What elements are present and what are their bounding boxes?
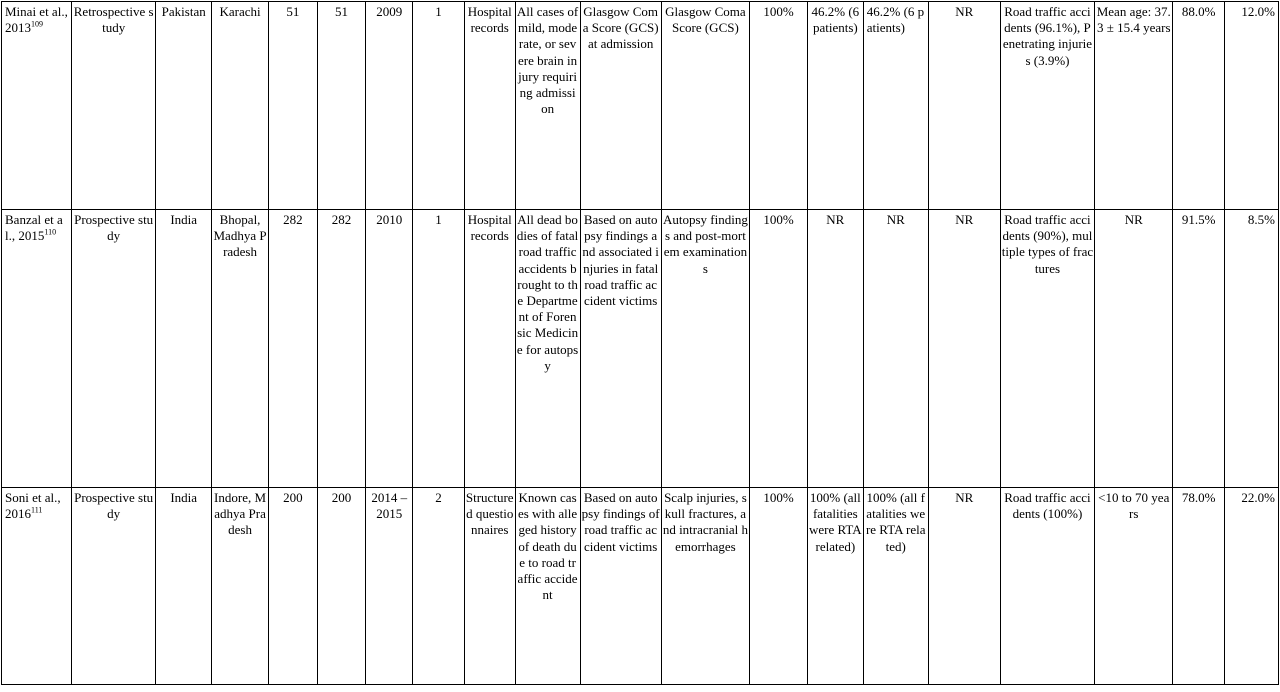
table-row [2, 2, 1279, 210]
assessment-cell: Glasgow Coma Score (GCS) at admission [580, 2, 661, 210]
reference-number: 109 [31, 19, 43, 29]
analyzed-size-cell: 282 [317, 210, 366, 488]
data-source-cell: Hospital records [464, 2, 515, 210]
reference-number: 111 [31, 505, 43, 515]
data-source-cell: Structured questionnaires [464, 488, 515, 685]
sites-cell: 1 [413, 2, 465, 210]
female-percent-cell: 22.0% [1225, 488, 1279, 685]
sample-size-cell: 200 [268, 488, 317, 685]
male-percent-cell: 91.5% [1173, 210, 1225, 488]
value-cell: 46.2% (6 patients) [863, 2, 928, 210]
country-cell: Pakistan [156, 2, 212, 210]
value-cell: NR [863, 210, 928, 488]
author-cell: Soni et al., 2016$^{111}$ [2, 488, 72, 685]
percent-cell: 100% [750, 210, 808, 488]
author-cell: Banzal et al., 2015$^{110}$ [2, 210, 72, 488]
city-cell: Bhopal, Madhya Pradesh [212, 210, 269, 488]
table-row [2, 488, 1279, 685]
sample-size-cell: 51 [268, 2, 317, 210]
city-cell: Karachi [212, 2, 269, 210]
population-cell: All cases of mild, moderate, or severe brain injury requiring admission [515, 2, 580, 210]
mechanism-cell: Road traffic accidents (100%) [1000, 488, 1094, 685]
city-cell: Indore, Madhya Pradesh [212, 488, 269, 685]
percent-cell: 100% [750, 488, 808, 685]
population-cell: Known cases with alleged history of death due to road traffic accident [515, 488, 580, 685]
female-percent-cell: 8.5% [1225, 210, 1279, 488]
table-row [2, 210, 1279, 488]
study-design-cell: Prospective study [72, 210, 156, 488]
measure-cell: Autopsy findings and post-mortem examinations [661, 210, 749, 488]
value-cell: 100% (all fatalities were RTA related) [807, 488, 863, 685]
measure-cell: Scalp injuries, skull fractures, and intracranial hemorrhages [661, 488, 749, 685]
measure-cell: Glasgow Coma Score (GCS) [661, 2, 749, 210]
analyzed-size-cell: 51 [317, 2, 366, 210]
sites-cell: 2 [413, 488, 465, 685]
country-cell: India [156, 210, 212, 488]
sites-cell: 1 [413, 210, 465, 488]
study-table [1, 1, 1279, 685]
sample-size-cell: 282 [268, 210, 317, 488]
value-cell: 100% (all fatalities were RTA related) [863, 488, 928, 685]
value-cell: 46.2% (6 patients) [807, 2, 863, 210]
percent-cell: 100% [750, 2, 808, 210]
study-design-cell: Retrospective study [72, 2, 156, 210]
year-cell: 2010 [366, 210, 413, 488]
mechanism-cell: Road traffic accidents (96.1%), Penetrating injuries (3.9%) [1000, 2, 1094, 210]
analyzed-size-cell: 200 [317, 488, 366, 685]
value-cell: NR [807, 210, 863, 488]
year-cell: 2014 – 2015 [366, 488, 413, 685]
year-cell: 2009 [366, 2, 413, 210]
mechanism-cell: Road traffic accidents (90%), multiple types of fractures [1000, 210, 1094, 488]
country-cell: India [156, 488, 212, 685]
assessment-cell: Based on autopsy findings of road traffic accident victims [580, 488, 661, 685]
male-percent-cell: 88.0% [1173, 2, 1225, 210]
age-cell: <10 to 70 years [1095, 488, 1173, 685]
female-percent-cell: 12.0% [1225, 2, 1279, 210]
data-source-cell: Hospital records [464, 210, 515, 488]
age-cell: NR [1095, 210, 1173, 488]
assessment-cell: Based on autopsy findings and associated injuries in fatal road traffic accident victims [580, 210, 661, 488]
value-cell: NR [928, 488, 1000, 685]
male-percent-cell: 78.0% [1173, 488, 1225, 685]
value-cell: NR [928, 2, 1000, 210]
author-cell: Minai et al., 2013$^{109}$ [2, 2, 72, 210]
value-cell: NR [928, 210, 1000, 488]
age-cell: Mean age: 37.3 ± 15.4 years [1095, 2, 1173, 210]
study-design-cell: Prospective study [72, 488, 156, 685]
population-cell: All dead bodies of fatal road traffic accidents brought to the Department of Forensic Medicine for autopsy [515, 210, 580, 488]
reference-number: 110 [44, 227, 57, 237]
